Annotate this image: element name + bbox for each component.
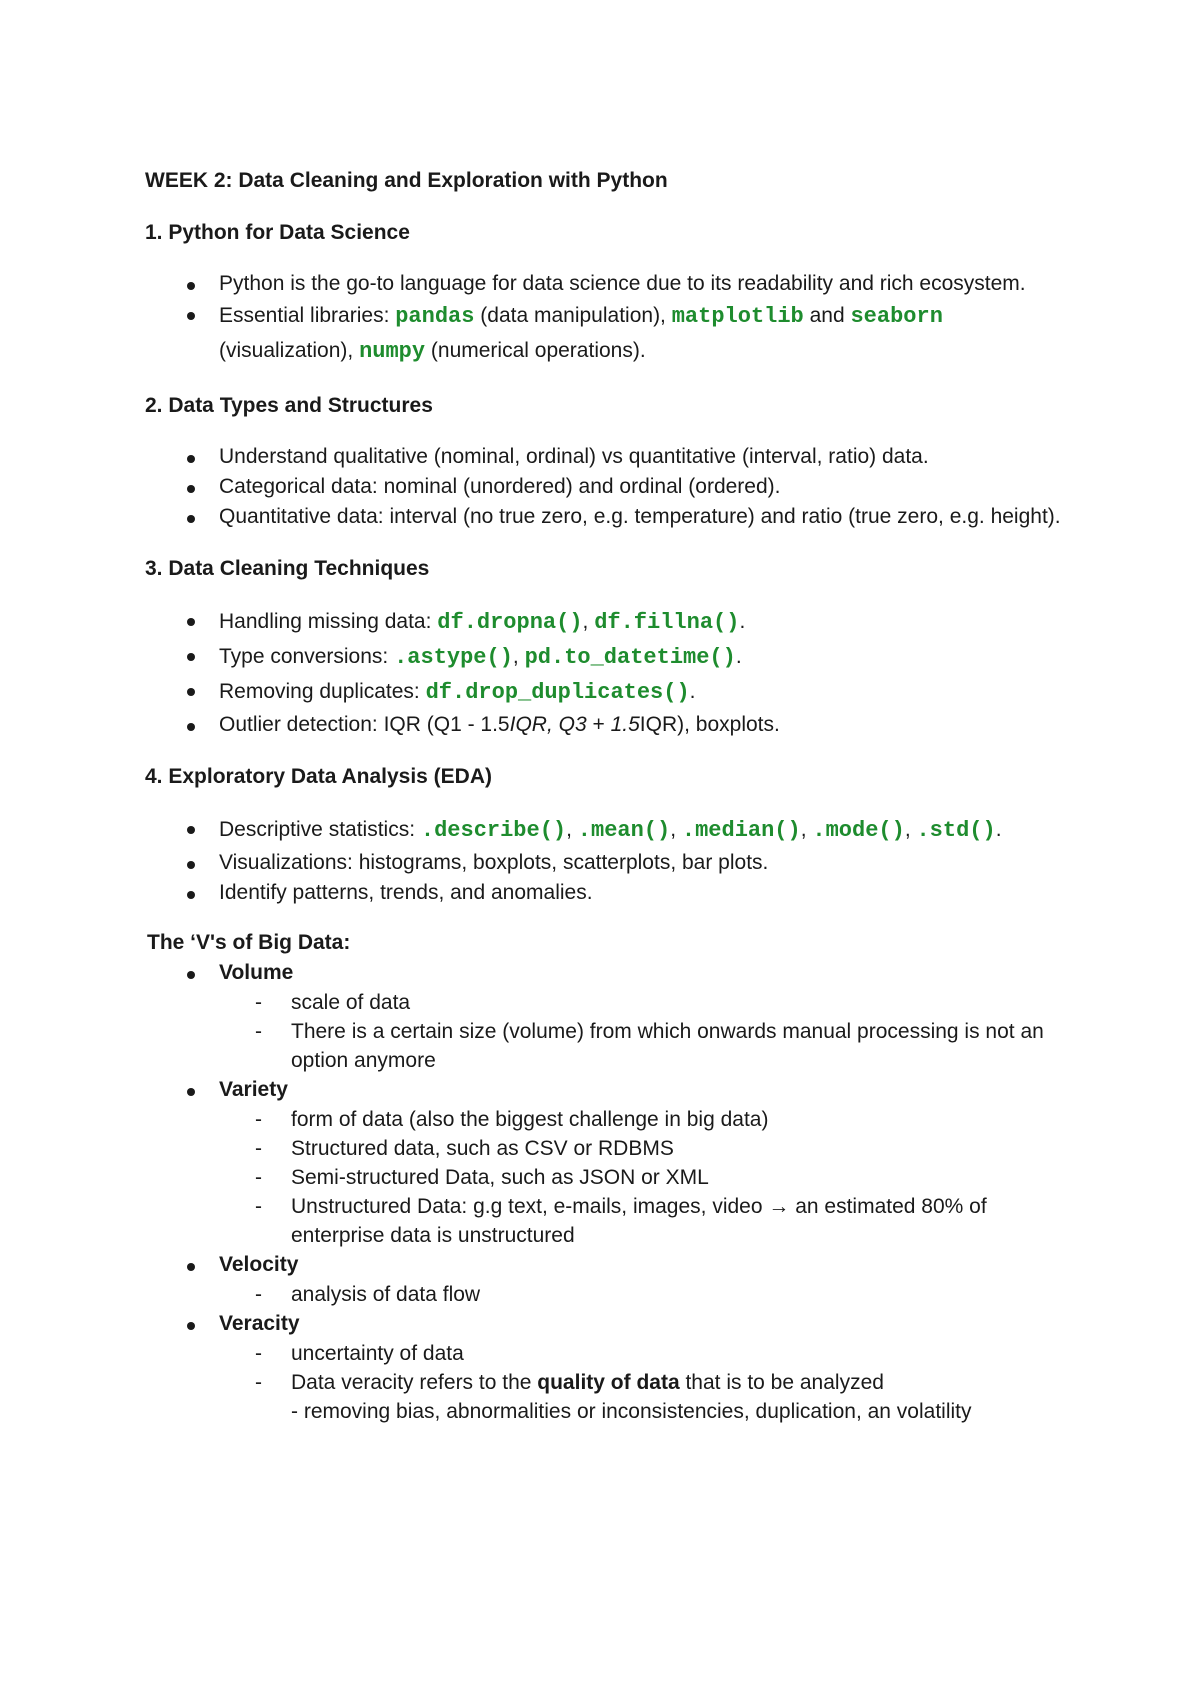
list-item: Removing duplicates: df.drop_duplicates().	[145, 675, 1080, 710]
section-data-types-list	[145, 442, 1080, 532]
list-item: Handling missing data: df.dropna(), df.fillna().	[145, 605, 1080, 640]
code-describe: .describe()	[420, 818, 567, 843]
list-item: Type conversions: .astype(), pd.to_datetime().	[145, 640, 1080, 675]
section-heading-python: 1. Python for Data Science	[145, 221, 410, 244]
list-item: Python is the go-to language for data science due to its readability and rich ecosystem.	[145, 269, 1080, 299]
code-seaborn: seaborn	[850, 304, 943, 329]
section-python-list	[145, 269, 1080, 369]
sub-list-item: - uncertainty of data	[255, 1342, 464, 1365]
code-mode: .mode()	[812, 818, 905, 843]
code-matplotlib: matplotlib	[671, 304, 804, 329]
sub-list-item: - removing bias, abnormalities or inconsistencies, duplication, an volatility	[291, 1400, 972, 1423]
sub-list-item: - Structured data, such as CSV or RDBMS	[255, 1137, 674, 1160]
code-astype: .astype()	[394, 645, 513, 670]
code-drop-duplicates: df.drop_duplicates()	[425, 680, 690, 705]
bullet-icon	[187, 618, 195, 626]
bullet-icon	[187, 1088, 195, 1096]
bullet-icon	[187, 653, 195, 661]
sub-list-item: - form of data (also the biggest challenge in big data)	[255, 1108, 769, 1131]
code-to-datetime: pd.to_datetime()	[524, 645, 736, 670]
list-item-volume: Volume	[145, 958, 1080, 988]
sub-list-item: - Data veracity refers to the quality of data that is to be analyzed	[255, 1371, 884, 1394]
bullet-icon	[187, 971, 195, 979]
list-item: Identify patterns, trends, and anomalies.	[145, 878, 1080, 908]
document-title: WEEK 2: Data Cleaning and Exploration with Python	[145, 169, 668, 192]
bullet-icon	[187, 312, 195, 320]
list-item: Outlier detection: IQR (Q1 - 1.5IQR, Q3 + 1.5IQR), boxplots.	[145, 710, 1080, 740]
document-content	[145, 166, 1080, 1426]
section-heading-big-data-vs: The ‘V's of Big Data:	[147, 931, 351, 954]
list-item: Descriptive statistics: .describe(), .mean(), .median(), .mode(), .std().	[145, 813, 1080, 848]
bullet-icon	[187, 282, 195, 290]
section-heading-eda: 4. Exploratory Data Analysis (EDA)	[145, 765, 492, 788]
sub-list-item: - analysis of data flow	[255, 1283, 481, 1306]
section-eda-list	[145, 813, 1080, 908]
bullet-icon	[187, 688, 195, 696]
list-item: Essential libraries: pandas (data manipulation), matplotlib and seaborn (visualization), numpy (numerical operations).	[145, 299, 1080, 369]
list-item-variety: Variety	[145, 1075, 1080, 1105]
sub-list-item: - Semi-structured Data, such as JSON or XML	[255, 1166, 709, 1189]
code-mean: .mean()	[577, 818, 671, 843]
bullet-icon	[187, 891, 195, 899]
section-heading-data-cleaning: 3. Data Cleaning Techniques	[145, 557, 430, 580]
bullet-icon	[187, 455, 195, 463]
code-std: .std()	[916, 818, 996, 843]
code-dropna: df.dropna()	[437, 610, 583, 635]
list-item: Understand qualitative (nominal, ordinal) vs quantitative (interval, ratio) data.	[145, 442, 1080, 472]
sub-list-item: - scale of data	[255, 991, 411, 1014]
bullet-icon	[187, 1322, 195, 1330]
sub-list-item: - There is a certain size (volume) from which onwards manual processing is not an option anymore	[255, 1020, 1044, 1072]
bullet-icon	[187, 861, 195, 869]
code-median: .median()	[681, 818, 801, 843]
code-numpy: numpy	[359, 339, 426, 364]
sub-list-item: - Unstructured Data: g.g text, e-mails, images, video → an estimated 80% of enterprise data is unstructured	[255, 1195, 987, 1247]
bullet-icon	[187, 515, 195, 523]
section-heading-data-types: 2. Data Types and Structures	[145, 394, 433, 417]
list-item: Categorical data: nominal (unordered) and ordinal (ordered).	[145, 472, 1080, 502]
code-pandas: pandas	[395, 304, 475, 329]
bullet-icon	[187, 723, 195, 731]
list-item: Visualizations: histograms, boxplots, scatterplots, bar plots.	[145, 848, 1080, 878]
list-item: Quantitative data: interval (no true zero, e.g. temperature) and ratio (true zero, e.g. height).	[145, 502, 1080, 532]
code-fillna: df.fillna()	[594, 610, 740, 635]
list-item-veracity: Veracity	[145, 1309, 1080, 1339]
bullet-icon	[187, 1263, 195, 1271]
bullet-icon	[187, 826, 195, 834]
section-data-cleaning-list	[145, 605, 1080, 740]
bullet-icon	[187, 485, 195, 493]
list-item-velocity: Velocity	[145, 1250, 1080, 1280]
big-data-vs-list	[145, 958, 1080, 1426]
